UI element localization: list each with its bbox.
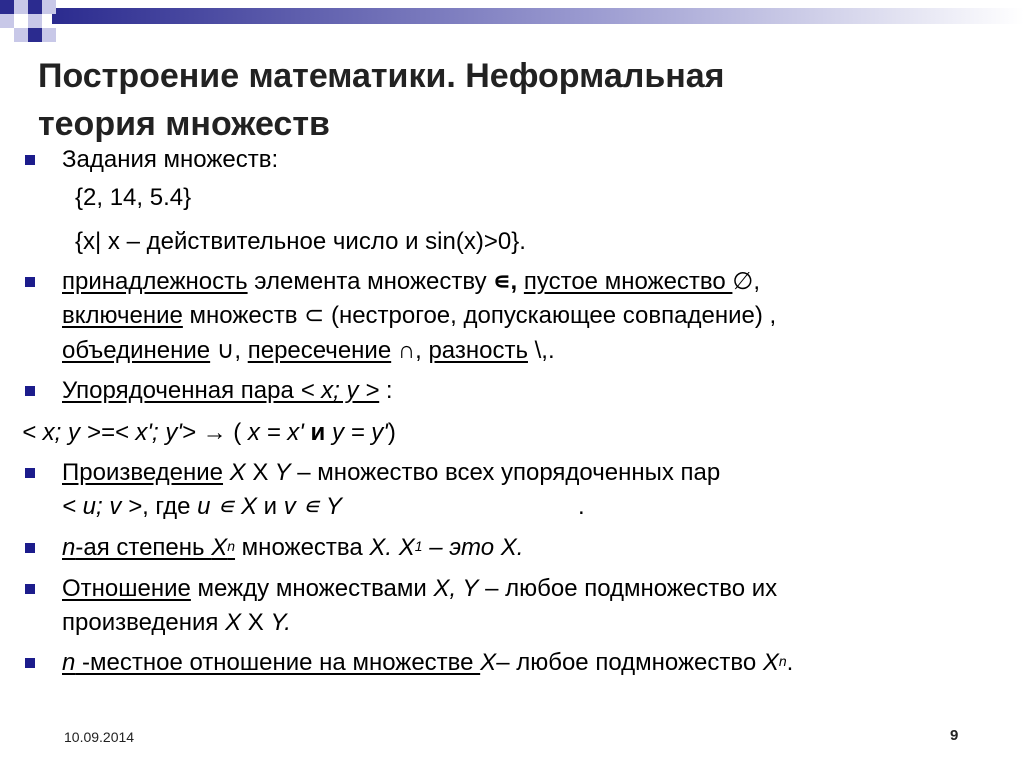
bullet-square-icon — [25, 658, 35, 668]
header-decoration — [0, 0, 1024, 60]
term-intersection: пересечение — [247, 337, 392, 364]
page-number: 9 — [950, 727, 959, 744]
bullet-2-line-1: принадлежность элемента множеству ∊, пустое множество ∅, — [62, 268, 760, 295]
term-product: Произведение — [62, 459, 224, 486]
term-nth-power: n-ая степень $X^n$ — [62, 534, 236, 561]
bullet-square-icon — [25, 277, 35, 287]
bullet-5-text: n-ая степень $X^n$ множества X. $X^1$ – это X. — [62, 534, 524, 561]
bullet-3-text: Упорядоченная пара < x; y > : — [62, 377, 393, 404]
pair-equality-line: < x; y >=< x'; y'> → ( x = x' и y = y') — [22, 419, 396, 446]
bullet-square-icon — [25, 468, 35, 478]
bullet-2-line-2: включение множеств ⊂ (нестрогое, допускающее совпадение) , — [62, 302, 777, 329]
bullet-6-line-2: произведения X X Y. — [62, 609, 291, 636]
bullet-square-icon — [25, 543, 35, 553]
term-n-ary-relation: n -местное отношение на множестве — [62, 649, 481, 676]
term-ordered-pair: Упорядоченная пара < x; y > — [62, 377, 380, 404]
bullet-1-text: Задания множеств: — [62, 146, 279, 173]
bullet-7-text: n -местное отношение на множестве X– любое подмножество $X^n$. — [62, 649, 794, 676]
title-line-2: теория множеств — [38, 105, 330, 143]
bullet-6-line-1: Отношение между множествами X, Y – любое подмножество их — [62, 575, 778, 602]
bullet-square-icon — [25, 155, 35, 165]
term-membership: принадлежность — [62, 268, 248, 295]
term-relation: Отношение — [62, 575, 191, 602]
bullet-4-line-1: Произведение X X Y – множество всех упорядоченных пар — [62, 459, 721, 486]
bullet-4-line-2: < u; v >, где u ∊ X и v ∊ Y — [62, 493, 342, 520]
bullet-4-period: . — [578, 493, 585, 520]
example-set-1: {2, 14, 5.4} — [75, 184, 192, 211]
slide-title — [38, 52, 998, 148]
term-union: объединение — [62, 337, 211, 364]
term-empty-set: пустое множество — [523, 268, 733, 295]
term-inclusion: включение — [62, 302, 183, 329]
term-difference: разность — [428, 337, 528, 364]
bullet-square-icon — [25, 584, 35, 594]
example-set-2: {x| x – действительное число и sin(x)>0}. — [75, 228, 526, 255]
footer-date: 10.09.2014 — [64, 729, 135, 745]
bullet-2-line-3: объединение ∪, пересечение ∩, разность \,. — [62, 337, 555, 364]
bullet-square-icon — [25, 386, 35, 396]
title-line-1: Построение математики. Неформальная — [38, 57, 725, 95]
